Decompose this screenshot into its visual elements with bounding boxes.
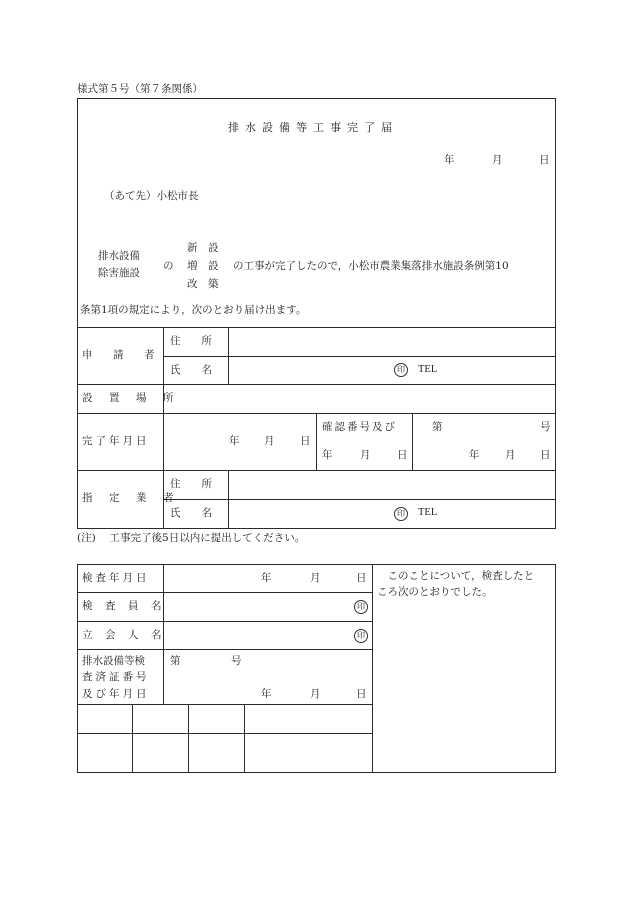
completion-month: 月 xyxy=(264,435,275,447)
facility-removal: 除害施設 xyxy=(98,267,140,279)
confirm-label: 確認番号及び xyxy=(322,421,397,433)
inspection-date-label: 検査年月日 xyxy=(82,572,150,584)
cert-no-prefix: 第 xyxy=(170,655,181,667)
lower-box-right xyxy=(555,564,556,773)
connector-no: の xyxy=(163,260,174,272)
inspector-seal-icon: 印 xyxy=(354,600,368,614)
witness-label: 立 会 人 名 xyxy=(82,629,163,641)
applicant-tel: TEL xyxy=(418,364,438,375)
grid-line xyxy=(77,327,556,328)
grid-line xyxy=(77,384,556,385)
work-type-rebuild: 改 築 xyxy=(187,278,219,290)
work-type-new: 新 設 xyxy=(187,242,219,254)
inspection-day: 日 xyxy=(356,572,367,584)
inspection-remark-2: ころ次のとおりでした。 xyxy=(377,586,493,598)
form-title: 排水設備等工事完了届 xyxy=(228,121,398,134)
cert-day: 日 xyxy=(356,688,367,700)
grid-line xyxy=(244,704,245,773)
grid-line xyxy=(316,413,317,470)
grid-line xyxy=(77,733,373,734)
applicant-address-label: 住 所 xyxy=(170,335,212,347)
confirm-month: 月 xyxy=(360,449,371,461)
note: (注) 工事完了後5日以内に提出してください。 xyxy=(77,532,306,544)
cert-no-suffix: 号 xyxy=(231,655,242,667)
grid-line xyxy=(163,356,556,357)
confirm-no-suffix: 号 xyxy=(540,421,551,433)
witness-seal-icon: 印 xyxy=(354,629,368,643)
cert-label-2: 査済証番号 xyxy=(82,671,150,683)
grid-line xyxy=(77,592,373,593)
confirm-no-year: 年 xyxy=(469,449,480,461)
work-type-expand: 増 設 xyxy=(187,260,219,272)
date-month: 月 xyxy=(492,154,503,166)
inspection-month: 月 xyxy=(310,572,321,584)
upper-box-bottom xyxy=(77,528,556,529)
grid-line xyxy=(77,649,373,650)
confirm-no-day: 日 xyxy=(540,449,551,461)
lower-box-left xyxy=(77,564,78,773)
completion-label: 完了年月日 xyxy=(82,435,150,447)
completion-day: 日 xyxy=(300,435,311,447)
contractor-address-label: 住 所 xyxy=(170,478,212,490)
completion-year: 年 xyxy=(229,435,240,447)
cert-month: 月 xyxy=(310,688,321,700)
contractor-name-label: 氏 名 xyxy=(170,507,212,519)
confirm-no-prefix: 第 xyxy=(432,421,443,433)
date-year: 年 xyxy=(444,154,455,166)
grid-line xyxy=(77,704,373,705)
inspection-remark-1: このことについて，検査したと xyxy=(377,570,535,582)
applicant-label: 申 請 者 xyxy=(82,349,160,361)
facility-drainage: 排水設備 xyxy=(98,250,140,262)
cert-label-1: 排水設備等検 xyxy=(82,655,145,667)
inspection-year: 年 xyxy=(261,572,272,584)
grid-line xyxy=(77,621,373,622)
grid-line xyxy=(188,704,189,773)
inspector-label: 検 査 員 名 xyxy=(82,600,163,612)
grid-line xyxy=(163,499,556,500)
date-day: 日 xyxy=(539,154,550,166)
form-number: 様式第５号（第７条関係） xyxy=(77,83,203,95)
applicant-name-label: 氏 名 xyxy=(170,364,212,376)
contractor-tel: TEL xyxy=(418,507,438,518)
grid-line xyxy=(77,470,556,471)
contractor-seal-icon: 印 xyxy=(394,507,408,521)
lower-box-bottom xyxy=(77,772,556,773)
confirm-no-month: 月 xyxy=(505,449,516,461)
grid-line xyxy=(412,413,413,470)
grid-line xyxy=(163,564,164,704)
addressee: （あて先）小松市長 xyxy=(104,190,199,202)
grid-line xyxy=(228,470,229,528)
grid-line xyxy=(228,327,229,384)
upper-box-top xyxy=(77,98,556,99)
confirm-day: 日 xyxy=(397,449,408,461)
contractor-label: 指 定 業 者 xyxy=(82,492,177,504)
upper-box-right xyxy=(555,98,556,529)
applicant-seal-icon: 印 xyxy=(394,363,408,377)
confirm-year: 年 xyxy=(322,449,333,461)
upper-box-left xyxy=(77,98,78,529)
cert-year: 年 xyxy=(261,688,272,700)
grid-line xyxy=(132,704,133,773)
body-text-2: 条第1項の規定により，次のとおり届け出ます。 xyxy=(80,304,307,316)
site-label: 設 置 場 所 xyxy=(82,392,177,404)
lower-box-top xyxy=(77,564,556,565)
cert-label-3: 及び年月日 xyxy=(82,688,150,700)
grid-line xyxy=(372,564,373,773)
body-text-1: の工事が完了したので，小松市農業集落排水施設条例第10 xyxy=(233,260,509,272)
